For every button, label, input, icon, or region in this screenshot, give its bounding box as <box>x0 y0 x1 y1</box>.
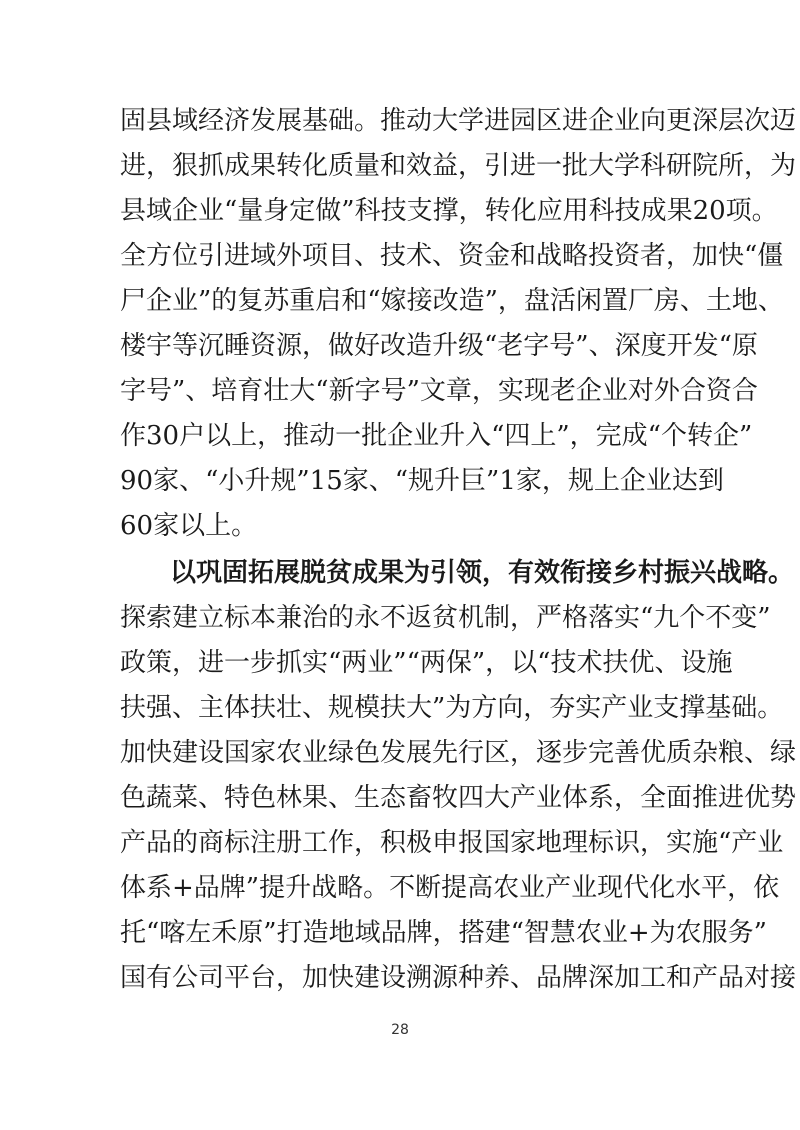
body-text-line: 体系+品牌”提升战略。不断提高农业产业现代化水平，依 <box>120 873 780 903</box>
body-text-line: 产品的商标注册工作，积极申报国家地理标识，实施“产业 <box>120 828 784 858</box>
body-text-line: 国有公司平台，加快建设溯源种养、品牌深加工和产品对接 <box>120 963 797 993</box>
body-text-line: 90家、“小升规”15家、“规升巨”1家，规上企业达到 <box>120 466 724 496</box>
body-text-line: 楼宇等沉睡资源，做好改造升级“老字号”、深度开发“原 <box>120 331 758 361</box>
body-text-line: 县域企业“量身定做”科技支撑，转化应用科技成果20项。 <box>120 196 778 226</box>
page-number: 28 <box>391 1022 409 1038</box>
body-text-line: 固县域经济发展基础。推动大学进园区进企业向更深层次迈 <box>120 106 797 136</box>
body-text-line: 进，狠抓成果转化质量和效益，引进一批大学科研院所，为 <box>120 151 797 181</box>
section-heading: 以巩固拓展脱贫成果为引领，有效衔接乡村振兴战略。 <box>170 558 795 588</box>
body-text-line: 作30户以上，推动一批企业升入“四上”，完成“个转企” <box>120 421 753 451</box>
body-text-line: 探索建立标本兼治的永不返贫机制，严格落实“九个不变” <box>120 603 771 633</box>
body-text-line: 色蔬菜、特色林果、生态畜牧四大产业体系，全面推进优势 <box>120 783 797 813</box>
body-text-line: 字号”、培育壮大“新字号”文章，实现老企业对外合资合 <box>120 376 758 406</box>
body-text-line: 尸企业”的复苏重启和“嫁接改造”，盘活闲置厂房、土地、 <box>120 286 784 316</box>
body-text-line: 政策，进一步抓实“两业”“两保”，以“技术扶优、设施 <box>120 648 733 678</box>
body-text-line: 扶强、主体扶壮、规模扶大”为方向，夯实产业支撑基础。 <box>120 693 784 723</box>
body-text-line: 全方位引进域外项目、技术、资金和战略投资者，加快“僵 <box>120 241 784 271</box>
body-text-line: 托“喀左禾原”打造地域品牌，搭建“智慧农业+为农服务” <box>120 918 767 948</box>
body-text-line: 60家以上。 <box>120 511 258 541</box>
body-text-line: 加快建设国家农业绿色发展先行区，逐步完善优质杂粮、绿 <box>120 738 797 768</box>
